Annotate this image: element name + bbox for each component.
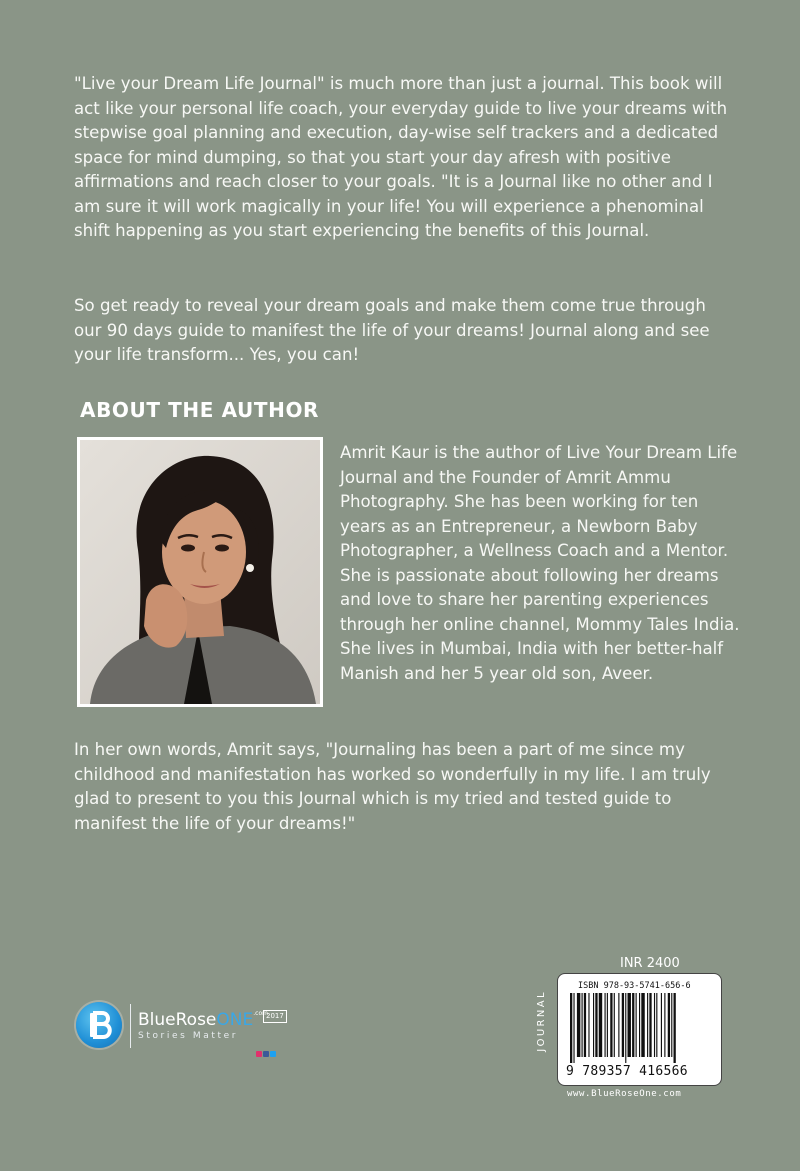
brand-accent: ONE	[216, 1010, 254, 1030]
category-label: JOURNAL	[536, 990, 547, 1052]
author-quote-paragraph: In her own words, Amrit says, "Journaling has been a part of me since my childhood and manifestation has worked so wonderfully in my life. I am truly glad to present to you this Journal which is my tried and tested guide to manifest the life of your dreams!"	[74, 740, 711, 833]
intro-paragraph-2: So get ready to reveal your dream goals and make them come true through our 90 days guide to manifest the life of your dreams! Journal along and see your life transform... Yes, you can!	[74, 296, 710, 364]
brand-main: BlueRose	[138, 1010, 217, 1030]
isbn-text: ISBN 978-93-5741-656-6	[578, 981, 691, 991]
barcode-box	[557, 973, 722, 1086]
facebook-icon	[263, 1051, 269, 1057]
publisher-logo	[76, 1000, 296, 1056]
author-portrait-illustration	[80, 440, 320, 704]
instagram-icon	[256, 1051, 262, 1057]
brand-suffix: .com	[253, 1010, 268, 1017]
author-bio: Amrit Kaur is the author of Live Your Dream Life Journal and the Founder of Amrit Ammu Photography. She has been working for ten years as an Entrepreneur, a Newborn Baby Photographer, a Wellness Coach and a Mentor. She is passionate about following her dreams and love to share her parenting experiences through her online channel, Mommy Tales India. She lives in Mumbai, India with her better-half Manish and her 5 year old son, Aveer.	[340, 443, 740, 683]
author-photo	[77, 437, 323, 707]
about-author-heading: ABOUT THE AUTHOR	[80, 398, 320, 422]
social-icons	[256, 1042, 277, 1061]
publisher-tagline: Stories Matter	[138, 1031, 239, 1041]
bluerose-logo-icon	[76, 1002, 122, 1048]
publisher-website: www.BlueRoseOne.com	[567, 1089, 682, 1099]
logo-divider	[130, 1004, 131, 1048]
barcode-icon	[568, 993, 713, 1063]
publisher-year-badge: 2017	[263, 1010, 287, 1023]
barcode-digits: 9 789357 416566	[566, 1064, 688, 1079]
twitter-icon	[270, 1051, 276, 1057]
price-label: INR 2400	[620, 956, 680, 971]
intro-paragraph-1: "Live your Dream Life Journal" is much more than just a journal. This book will act like your personal life coach, your everyday guide to live your dreams with stepwise goal planning and execution, day-wise self trackers and a dedicated space for mind dumping, so that you start your day afresh with positive affirmations and reach closer to your goals. "It is a Journal like no other and I am sure it will work magically in your life! You will experience a phenominal shift happening as you start experiencing the benefits of this Journal.	[74, 74, 728, 240]
publisher-brand-name	[138, 1010, 268, 1030]
